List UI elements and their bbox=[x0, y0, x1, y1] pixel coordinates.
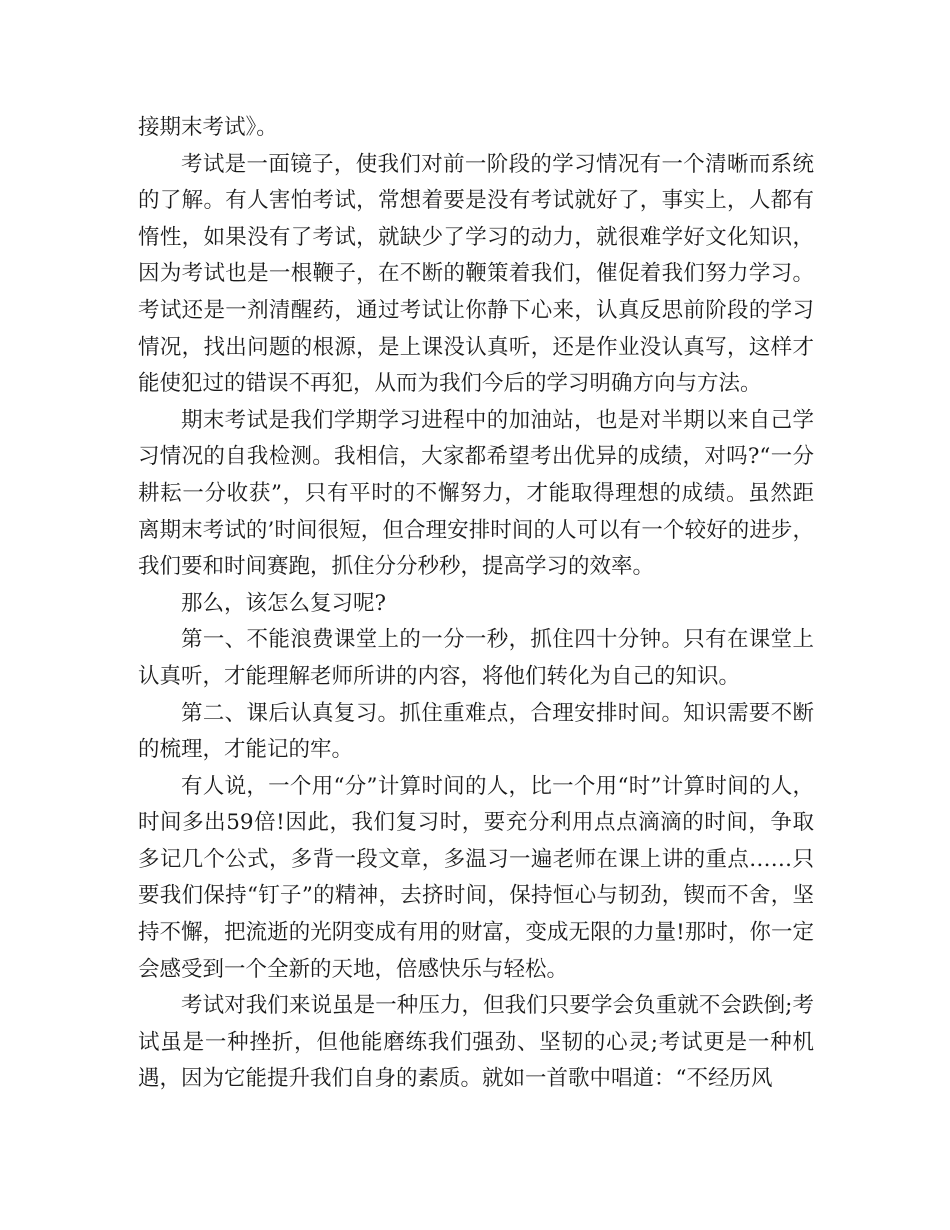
paragraph-point-one: 第一、不能浪费课堂上的一分一秒，抓住四十分钟。只有在课堂上认真听，才能理解老师所讲的内容，将他们转化为自己的知识。 bbox=[138, 627, 814, 689]
paragraph-exam-mirror: 考试是一面镜子，使我们对前一阶段的学习情况有一个清晰而系统的了解。有人害怕考试，常想着要是没有考试就好了，事实上，人都有惰性，如果没有了考试，就缺少了学习的动力，就很难学好文化知识，因为考试也是一根鞭子，在不断的鞭策着我们，催促着我们努力学习。考试还是一剂清醒药，通过考试让你静下心来，认真反思前阶段的学习情况，找出问题的根源，是上课没认真听，还是作业没认真写，这样才能使犯过的错误不再犯，从而为我们今后的学习明确方向与方法。 bbox=[138, 151, 814, 397]
paragraph-gas-station: 期末考试是我们学期学习进程中的加油站，也是对半期以来自己学习情况的自我检测。我相信，大家都希望考出优异的成绩，对吗?“一分耕耘一分收获”，只有平时的不懈努力，才能取得理想的成绩。虽然距离期末考试的’时间很短，但合理安排时间的人可以有一个较好的进步，我们要和时间赛跑，抓住分分秒秒，提高学习的效率。 bbox=[138, 407, 814, 580]
paragraph-exam-pressure: 考试对我们来说虽是一种压力，但我们只要学会负重就不会跌倒;考试虽是一种挫折，但他能磨练我们强劲、坚韧的心灵;考试更是一种机遇，因为它能提升我们自身的素质。就如一首歌中唱道：“不经历风 bbox=[138, 993, 814, 1092]
document-body bbox=[138, 110, 814, 1098]
paragraph-continuation: 接期末考试》。 bbox=[138, 115, 278, 140]
paragraph-point-two: 第二、课后认真复习。抓住重难点，合理安排时间。知识需要不断的梳理，才能记的牢。 bbox=[138, 700, 814, 763]
paragraph-how-to-review: 那么，该怎么复习呢? bbox=[181, 590, 387, 616]
paragraph-time-saying: 有人说，一个用“分”计算时间的人，比一个用“时”计算时间的人，时间多出59倍!因此，我们复习时，要充分利用点点滴滴的时间，争取多记几个公式，多背一段文章，多温习一遍老师在课上讲的重点……只要我们保持“钉子”的精神，去挤时间，保持恒心与韧劲，锲而不舍，坚持不懈，把流逝的光阴变成有用的财富，变成无限的力量!那时，你一定会感受到一个全新的天地，倍感快乐与轻松。 bbox=[138, 773, 814, 982]
